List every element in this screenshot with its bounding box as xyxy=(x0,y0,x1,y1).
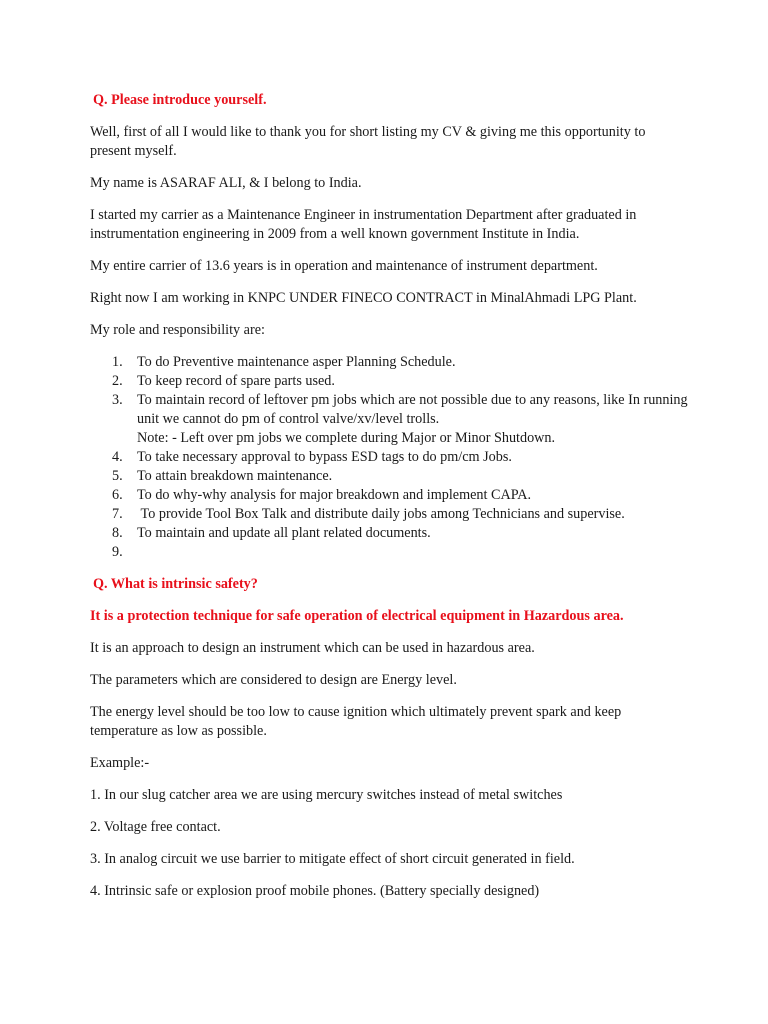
list-number: 1. xyxy=(112,354,123,370)
list-number: 8. xyxy=(112,525,123,541)
list-item-content xyxy=(137,391,688,448)
paragraph-example-1: 1. In our slug catcher area we are using mercury switches instead of metal switches xyxy=(90,787,563,803)
list-text: To take necessary approval to bypass ESD tags to do pm/cm Jobs. xyxy=(137,449,512,465)
paragraph-example-label: Example:- xyxy=(90,755,150,771)
question-intro-heading: Q. Please introduce yourself. xyxy=(93,92,267,108)
list-text: To keep record of spare parts used. xyxy=(137,373,335,389)
paragraph-parameters: The parameters which are considered to design are Energy level. xyxy=(90,672,457,688)
paragraph-approach: It is an approach to design an instrument which can be used in hazardous area. xyxy=(90,640,535,656)
list-item xyxy=(90,524,688,543)
list-number: 2. xyxy=(112,373,123,389)
list-text: To maintain and update all plant related documents. xyxy=(137,525,431,541)
list-item xyxy=(90,505,688,524)
list-number: 9. xyxy=(112,544,123,560)
list-item xyxy=(90,353,688,372)
paragraph-example-2: 2. Voltage free contact. xyxy=(90,819,221,835)
list-item xyxy=(90,467,688,486)
responsibility-list xyxy=(90,353,688,562)
list-text: To maintain record of leftover pm jobs which are not possible due to any reasons, like In running unit we cannot do pm of control valve/xv/level trolls. xyxy=(137,392,688,427)
list-number: 7. xyxy=(112,506,123,522)
list-item xyxy=(90,391,688,448)
paragraph-experience: My entire carrier of 13.6 years is in operation and maintenance of instrument department. xyxy=(90,258,598,274)
list-number: 6. xyxy=(112,487,123,503)
paragraph-energy-level: The energy level should be too low to cause ignition which ultimately prevent spark and keep temperature as low as possible. xyxy=(90,704,622,739)
paragraph-career-start: I started my carrier as a Maintenance Engineer in instrumentation Department after graduated in instrumentation engineering in 2009 from a well known government Institute in India. xyxy=(90,207,637,242)
list-item xyxy=(90,543,688,562)
list-text: To attain breakdown maintenance. xyxy=(137,468,333,484)
list-item xyxy=(90,486,688,505)
list-text: To do why-why analysis for major breakdown and implement CAPA. xyxy=(137,487,532,503)
paragraph-example-3: 3. In analog circuit we use barrier to mitigate effect of short circuit generated in field. xyxy=(90,851,575,867)
paragraph-role-intro: My role and responsibility are: xyxy=(90,322,265,338)
question-intrinsic-safety-heading: Q. What is intrinsic safety? xyxy=(93,576,258,592)
list-text: To do Preventive maintenance asper Planning Schedule. xyxy=(137,354,456,370)
list-item xyxy=(90,372,688,391)
paragraph-thanks: Well, first of all I would like to thank you for short listing my CV & giving me this opportunity to present myself. xyxy=(90,124,646,159)
list-text: To provide Tool Box Talk and distribute daily jobs among Technicians and supervise. xyxy=(137,506,625,522)
list-item xyxy=(90,448,688,467)
list-note: Note: - Left over pm jobs we complete during Major or Minor Shutdown. xyxy=(137,430,556,446)
list-number: 4. xyxy=(112,449,123,465)
answer-definition: It is a protection technique for safe operation of electrical equipment in Hazardous area. xyxy=(90,608,624,624)
paragraph-current-job: Right now I am working in KNPC UNDER FINECO CONTRACT in MinalAhmadi LPG Plant. xyxy=(90,290,637,306)
list-number: 3. xyxy=(112,392,123,408)
paragraph-example-4: 4. Intrinsic safe or explosion proof mobile phones. (Battery specially designed) xyxy=(90,883,540,899)
list-text xyxy=(137,543,688,562)
paragraph-name: My name is ASARAF ALI, & I belong to India. xyxy=(90,175,362,191)
list-number: 5. xyxy=(112,468,123,484)
